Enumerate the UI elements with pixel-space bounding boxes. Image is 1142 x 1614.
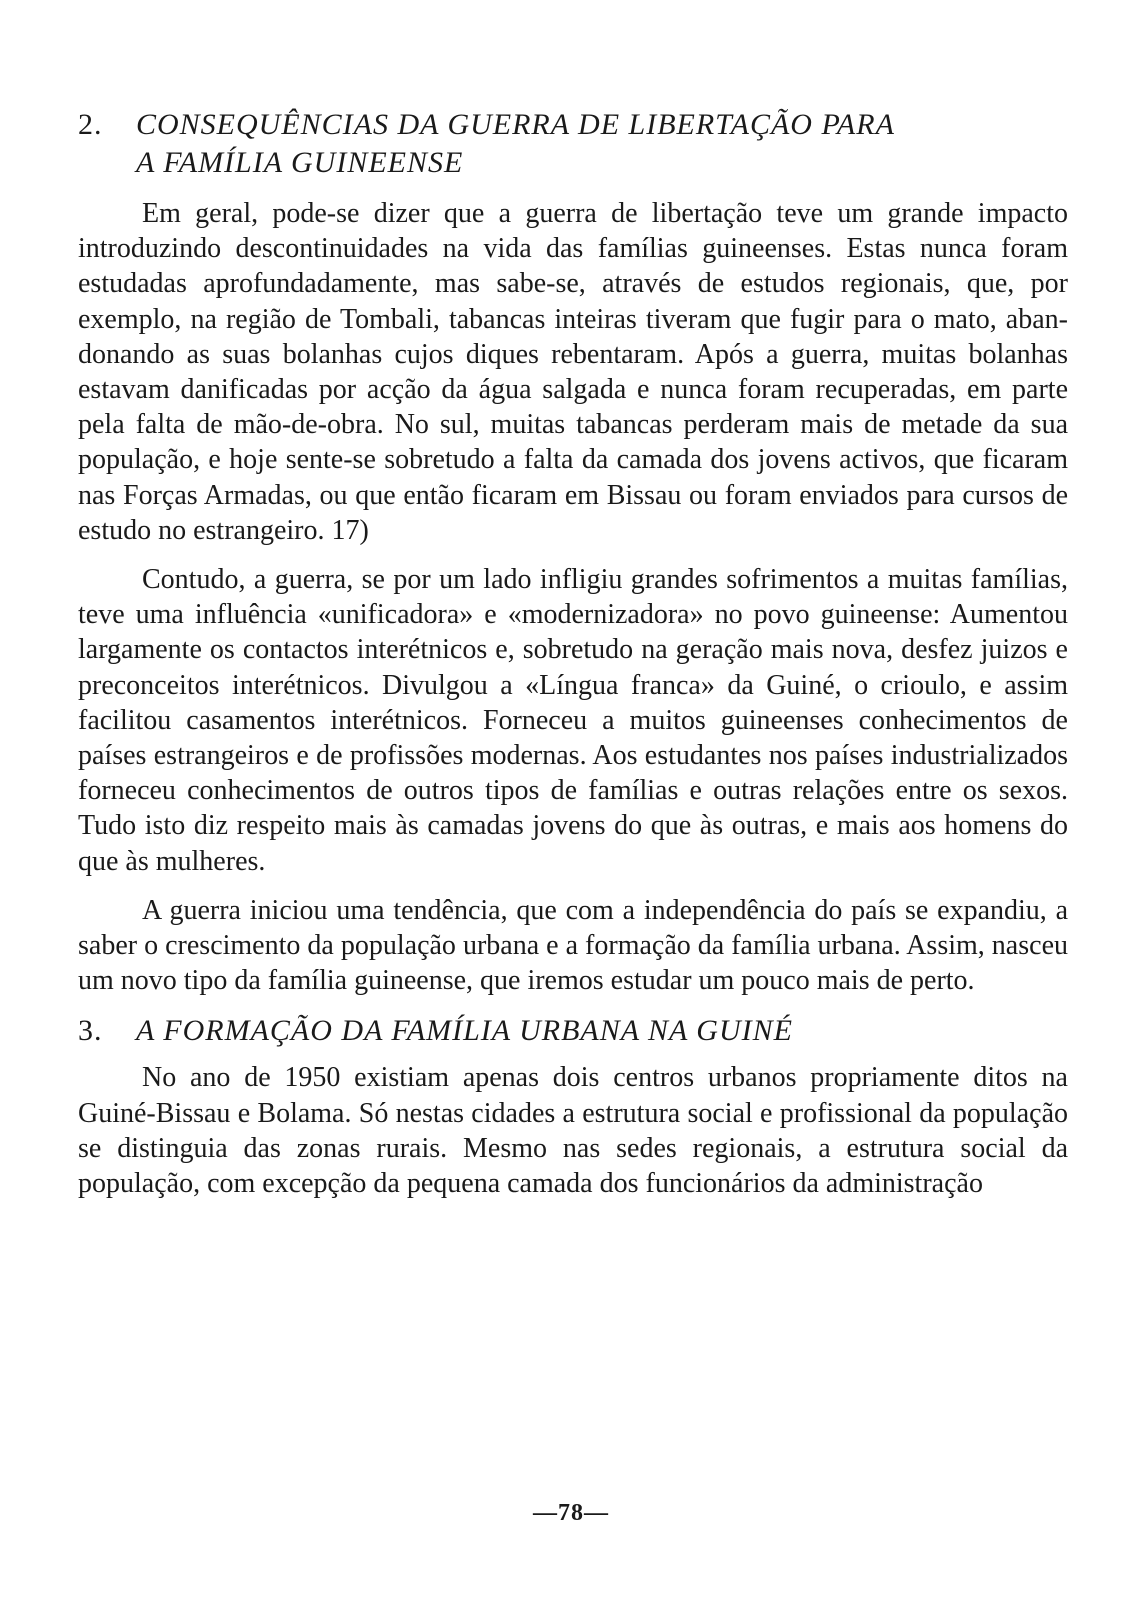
paragraph-3: A guerra iniciou uma tendência, que com a independência do país se expandiu, a saber o crescimento da população urbana e a formação da família urbana. Assim, nasceu um novo tipo da família guineense, que iremos estudar um pouco mais de perto. bbox=[78, 894, 1068, 997]
page-number: —78— bbox=[533, 1500, 609, 1526]
paragraph-4: No ano de 1950 existiam apenas dois centros urbanos propriamente ditos na Guiné-Bissau e Bolama. Só nestas cidades a estrutura social e profissional da população se distinguia das zonas rurais. Mesmo nas sedes regionais, a estrutura social da população, com excepção da pequena camada dos funcionários da administração bbox=[78, 1062, 1068, 1200]
section-2-title-line-1: CONSEQUÊNCIAS DA GUERRA DE LIBERTAÇÃO PARA bbox=[136, 108, 895, 141]
section-2-number: 2. bbox=[78, 108, 103, 141]
paragraph-1: Em geral, pode-se dizer que a guerra de libertação teve um grande impacto introduzindo descontinuidades na vida das famílias guineenses. Estas nunca foram estudadas aprofundadamente, mas sabe-se, através de estudos regionais, que, por exemplo, na região de Tombali, tabancas inteiras tiveram que fugir para o mato, abandonando as suas bolanhas cujos diques rebentaram. Após a guerra, muitas bolanhas estavam danificadas por acção da água salgada e nunca foram recuperadas, em parte pela falta de mão-de-obra. No sul, muitas tabancas perderam mais de metade da sua população, e hoje sente-se sobretudo a falta da camada dos jovens activos, que ficaram nas Forças Armadas, ou que então ficaram em Bissau ou foram enviados para cursos de estudo no estrangeiro. 17) bbox=[78, 198, 1068, 546]
section-2-title bbox=[136, 106, 895, 182]
section-3-number: 3. bbox=[78, 1014, 103, 1048]
document-page bbox=[78, 106, 1068, 1215]
section-2-heading bbox=[78, 106, 1068, 182]
paragraph-2: Contudo, a guerra, se por um lado infligiu grandes sofrimentos a muitas famílias, teve uma influência «unificadora» e «modernizadora» no povo guineense: Aumentou largamente os contactos interétnicos e, sobretudo na geração mais nova, desfez juizos e preconceitos interétnicos. Divulgou a «Língua franca» da Guiné, o crioulo, e assim facilitou casamentos interétnicos. Forneceu a muitos guineenses conhecimentos de países estrangeiros e de profissões modernas. Aos estudantes nos países industrializados forneceu conhecimentos de outros tipos de famílias e outras relações entre os sexos. Tudo isto diz respeito mais às camadas jovens do que às outras, e mais aos homens do que às mulheres. bbox=[78, 564, 1068, 877]
section-3-heading bbox=[78, 1012, 1068, 1050]
section-2-title-line-2: A FAMÍLIA GUINEENSE bbox=[136, 146, 464, 179]
section-3-title: A FORMAÇÃO DA FAMÍLIA URBANA NA GUINÉ bbox=[136, 1014, 793, 1048]
